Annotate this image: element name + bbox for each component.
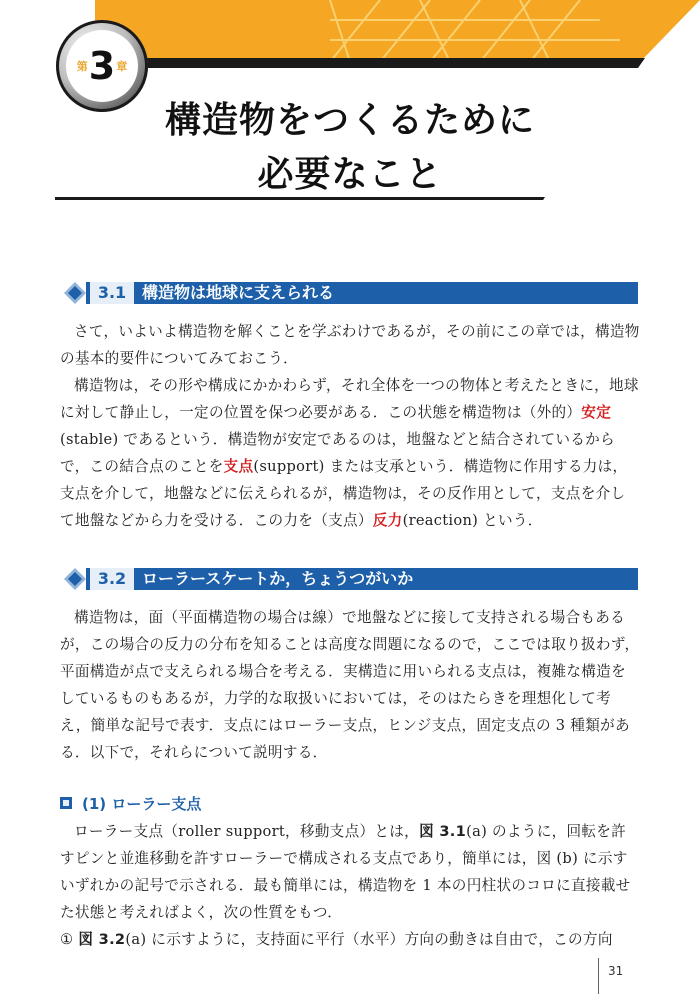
figure-ref: 図 3.1 (419, 823, 467, 840)
chapter-number: 3 (88, 44, 116, 88)
section-header-3-2 (62, 566, 638, 592)
section-title: 構造物は地球に支えられる (142, 283, 335, 302)
diamond-icon (62, 566, 88, 592)
section-number: 3.2 (90, 568, 134, 590)
term-reaction: 反力 (372, 512, 403, 529)
paragraph: 構造物は，その形や構成にかかわらず，それ全体を一つの物体と考えたときに，地球に対して静止し，一定の位置を保つ必要がある．この状態を構造物は（外的）安定(stable) であるという．構造物が安定であるのは，地盤などと結合されているからで，この結合点のことを支点(support) または支承という．構造物に作用する力は，支点を介して，地盤などに伝えられるが，構造物は，その反作用として，支点を介して地盤などから力を受ける．この力を（支点）反力(reaction) という． (60, 377, 639, 529)
term-support: 支点 (223, 458, 254, 475)
subsection-body (60, 818, 640, 953)
subsection-title: (1) ローラー支点 (82, 794, 202, 813)
subsection-heading (60, 792, 201, 814)
page-number: 31 (608, 964, 624, 978)
paragraph: ローラー支点（roller support，移動支点）とは，図 3.1(a) のように，回転を許すピンと並進移動を許すローラーで構成される支点であり，簡単には，図 (b) に示すいずれかの記号で示される．最も簡単には，構造物を 1 本の円柱状のコロに直接載せた状態と考えればよく，次の性質をもつ． (60, 823, 631, 921)
paragraph: 構造物は，面（平面構造物の場合は線）で地盤などに接して支持される場合もあるが，この場合の反力の分布を知ることは高度な問題になるので，ここでは取り扱わず，平面構造が点で支えられる場合を考える．実構造に用いられる支点は，複雑な構造をしているものもあるが，力学的な取扱いにおいては，そのはたらきを理想化して考え，簡単な記号で表す．支点にはローラー支点，ヒンジ支点，固定支点の 3 種類がある．以下で，それらについて説明する． (60, 609, 640, 761)
list-item: ① 図 3.2(a) に示すように，支持面に平行（水平）方向の動きは自由で，この方向 (60, 931, 613, 948)
chapter-title-line2: 必要なこと (257, 154, 443, 195)
paragraph: さて，いよいよ構造物を解くことを学ぶわけであるが，その前にこの章では，構造物の基本的要件についてみておこう． (60, 323, 640, 367)
section-header-3-1 (62, 280, 638, 306)
square-bullet-icon (60, 797, 72, 809)
section-title: ローラースケートか，ちょうつがいか (142, 569, 414, 588)
chapter-title-line1: 構造物をつくるために (164, 100, 535, 141)
chapter-suffix: 章 (116, 60, 128, 73)
section-number: 3.1 (90, 282, 134, 304)
section-3-1-body (60, 318, 640, 534)
term-stable: 安定 (581, 404, 612, 421)
figure-ref: 図 3.2 (78, 931, 126, 948)
section-3-2-body (60, 604, 640, 766)
chapter-prefix: 第 (76, 60, 88, 73)
diamond-icon (62, 280, 88, 306)
page-number-divider (598, 958, 599, 994)
